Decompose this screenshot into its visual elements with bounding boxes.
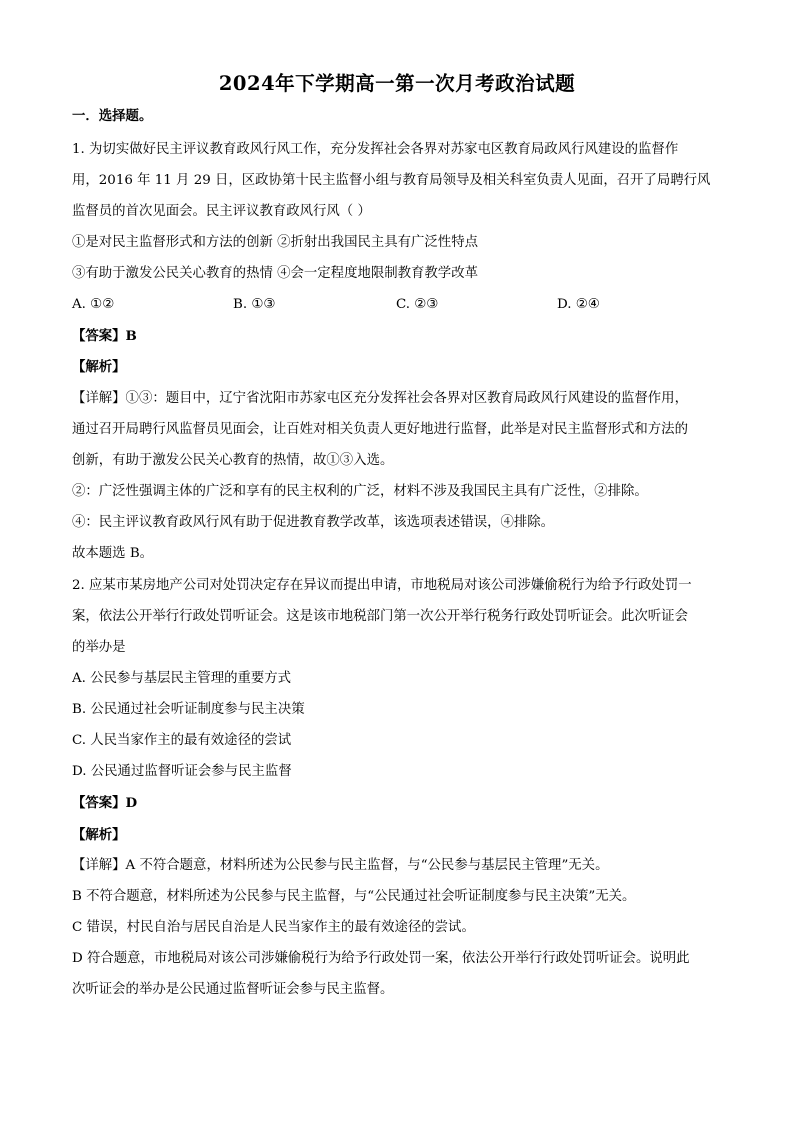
q1-analysis-line: 通过召开局聘行风监督员见面会，让百姓对相关负责人更好地进行监督，此举是对民主监督形式和方法的 — [72, 422, 688, 437]
q2-stem-line: 的举办是 — [72, 640, 126, 655]
q1-option-c: C. ②③ — [396, 297, 439, 312]
q1-option-b: B. ①③ — [233, 297, 276, 312]
q2-analysis-line: 【详解】A 不符合题意，材料所述为公民参与民主监督，与“公民参与基层民主管理”无关。 — [72, 858, 609, 873]
q1-stem-line: 监督员的首次见面会。民主评议教育政风行风（ ） — [72, 204, 371, 219]
q2-stem-line: 2. 应某市某房地产公司对处罚决定存在异议而提出申请，市地税局对该公司涉嫌偷税行为给予行政处罚一 — [72, 578, 692, 593]
q1-option-d: D. ②④ — [557, 297, 600, 312]
q2-option-c: C. 人民当家作主的最有效途径的尝试 — [72, 733, 292, 748]
q1-statement-line: ③有助于激发公民关心教育的热情 ④会一定程度地限制教育教学改革 — [72, 266, 478, 281]
q2-analysis-line: D 符合题意，市地税局对该公司涉嫌偷税行为给予行政处罚一案，依法公开举行行政处罚听证会。说明此 — [72, 951, 690, 966]
q2-stem-line: 案，依法公开举行行政处罚听证会。这是该市地税部门第一次公开举行税务行政处罚听证会。此次听证会 — [72, 609, 688, 624]
q2-analysis-line: 次听证会的举办是公民通过监督听证会参与民主监督。 — [72, 982, 394, 997]
q1-option-a: A. ①② — [72, 297, 115, 312]
q1-analysis-label: 【解析】 — [72, 359, 126, 375]
q1-statement-line: ①是对民主监督形式和方法的创新 ②折射出我国民主具有广泛性特点 — [72, 235, 478, 250]
q1-answer: 【答案】B — [72, 328, 137, 344]
q2-option-d: D. 公民通过监督听证会参与民主监督 — [72, 764, 292, 779]
q1-analysis-line: ④：民主评议教育政风行风有助于促进教育教学改革，该选项表述错误，④排除。 — [72, 515, 555, 530]
q1-stem-line: 用，2016 年 11 月 29 日，区政协第十民主监督小组与教育局领导及相关科室负责人见面，召开了局聘行风 — [72, 173, 711, 188]
section-heading: 一．选择题。 — [72, 108, 153, 124]
q2-analysis-line: C 错误，村民自治与居民自治是人民当家作主的最有效途径的尝试。 — [72, 920, 475, 935]
page-title: 2024年下学期高一第一次月考政治试题 — [218, 72, 576, 95]
q2-option-a: A. 公民参与基层民主管理的重要方式 — [72, 671, 292, 686]
q2-analysis-label: 【解析】 — [72, 827, 126, 843]
q2-answer: 【答案】D — [72, 795, 138, 811]
q1-analysis-line: 【详解】①③：题目中，辽宁省沈阳市苏家屯区充分发挥社会各界对区教育局政风行风建设的监督作用， — [72, 391, 688, 406]
q1-stem-line: 1. 为切实做好民主评议教育政风行风工作，充分发挥社会各界对苏家屯区教育局政风行风建设的监督作 — [72, 142, 679, 157]
q2-analysis-line: B 不符合题意，材料所述为公民参与民主监督，与“公民通过社会听证制度参与民主决策”无关。 — [72, 889, 636, 904]
q1-analysis-line: ②：广泛性强调主体的广泛和享有的民主权利的广泛，材料不涉及我国民主具有广泛性，②排除。 — [72, 484, 648, 499]
q2-option-b: B. 公民通过社会听证制度参与民主决策 — [72, 702, 305, 717]
q1-analysis-line: 故本题选 B。 — [72, 546, 154, 561]
q1-analysis-line: 创新，有助于激发公民关心教育的热情，故①③入选。 — [72, 453, 394, 468]
